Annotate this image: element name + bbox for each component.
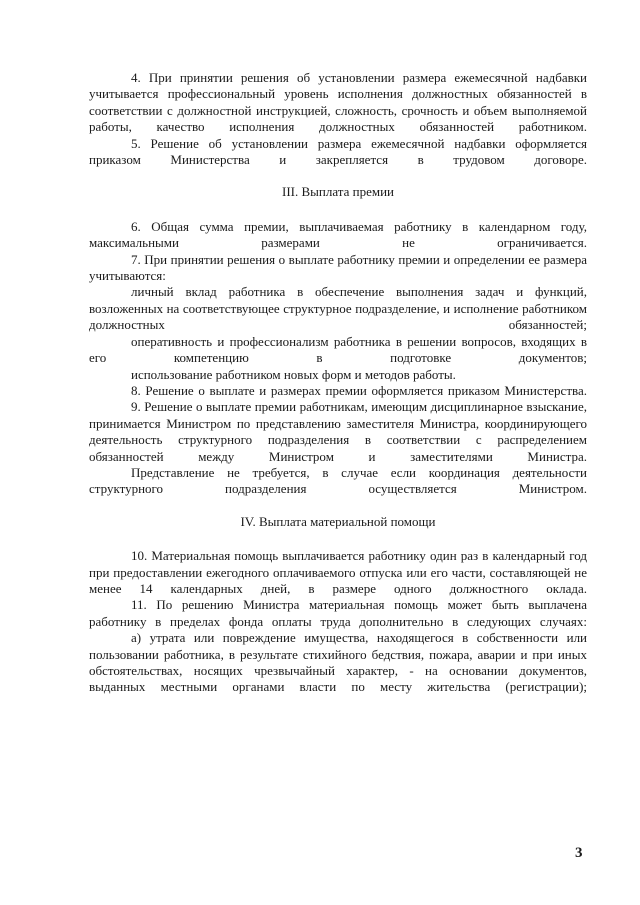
paragraph-10: 10. Материальная помощь выплачивается работнику один раз в календарный год при предоставлении ежегодного оплачиваемого отпуска или его части, составляющей не менее 14 календарных дней, в размере одного должностного оклада.: [89, 548, 588, 596]
paragraph-representation: Представление не требуется, в случае если координация деятельности структурного подразделения осуществляется Министром.: [89, 464, 587, 497]
paragraph-6: 6. Общая сумма премии, выплачиваемая работнику в календарном году, максимальными размерами не ограничивается.: [89, 218, 587, 251]
paragraph-11-a: а) утрата или повреждение имущества, находящегося в собственности или пользовании работника, в результате стихийного бедствия, пожара, аварии и при иных обстоятельствах, носящих чрезвычайный характер, - на основании документов, выданных местными органами власти по месту жительства (регистрации);: [89, 630, 588, 695]
paragraph-8: 8. Решение о выплате и размерах премии оформляется приказом Министерства.: [131, 382, 587, 398]
section-heading-3: III. Выплата премии: [282, 184, 394, 200]
document-body: [89, 70, 587, 696]
section-heading-4: IV. Выплата материальной помощи: [240, 513, 436, 529]
paragraph-5: 5. Решение об установлении размера ежемесячной надбавки оформляется приказом Министерства и закрепляется в трудовом договоре.: [89, 135, 588, 168]
criterion-efficiency: оперативность и профессионализм работника в решении вопросов, входящих в его компетенцию в подготовке документов;: [89, 333, 588, 366]
paragraph-11: 11. По решению Министра материальная помощь может быть выплачена работнику в пределах фонда оплаты труда дополнительно в следующих случаях:: [89, 597, 587, 629]
paragraph-7: 7. При принятии решения о выплате работнику премии и определении ее размера учитываются:: [89, 251, 588, 284]
criterion-new-methods: использование работником новых форм и методов работы.: [131, 366, 456, 382]
paragraph-4: 4. При принятии решения об установлении размера ежемесячной надбавки учитывается профессиональный уровень исполнения должностных обязанностей в соответствии с должностной инструкцией, сложность, срочность и объем выполняемой работы, качество исполнения должностных обязанностей работником.: [89, 70, 588, 135]
page-number: 3: [575, 845, 583, 861]
paragraph-9: 9. Решение о выплате премии работникам, имеющим дисциплинарное взыскание, принимается Министром по представлению заместителя Министра, координирующего деятельность структурного подразделения в соответствии с распределением обязанностей между Министром и заместителями Министра.: [89, 399, 588, 464]
criterion-personal-contribution: личный вклад работника в обеспечение выполнения задач и функций, возложенных на соответствующее структурное подразделение, и исполнение работником должностных обязанностей;: [89, 284, 588, 333]
